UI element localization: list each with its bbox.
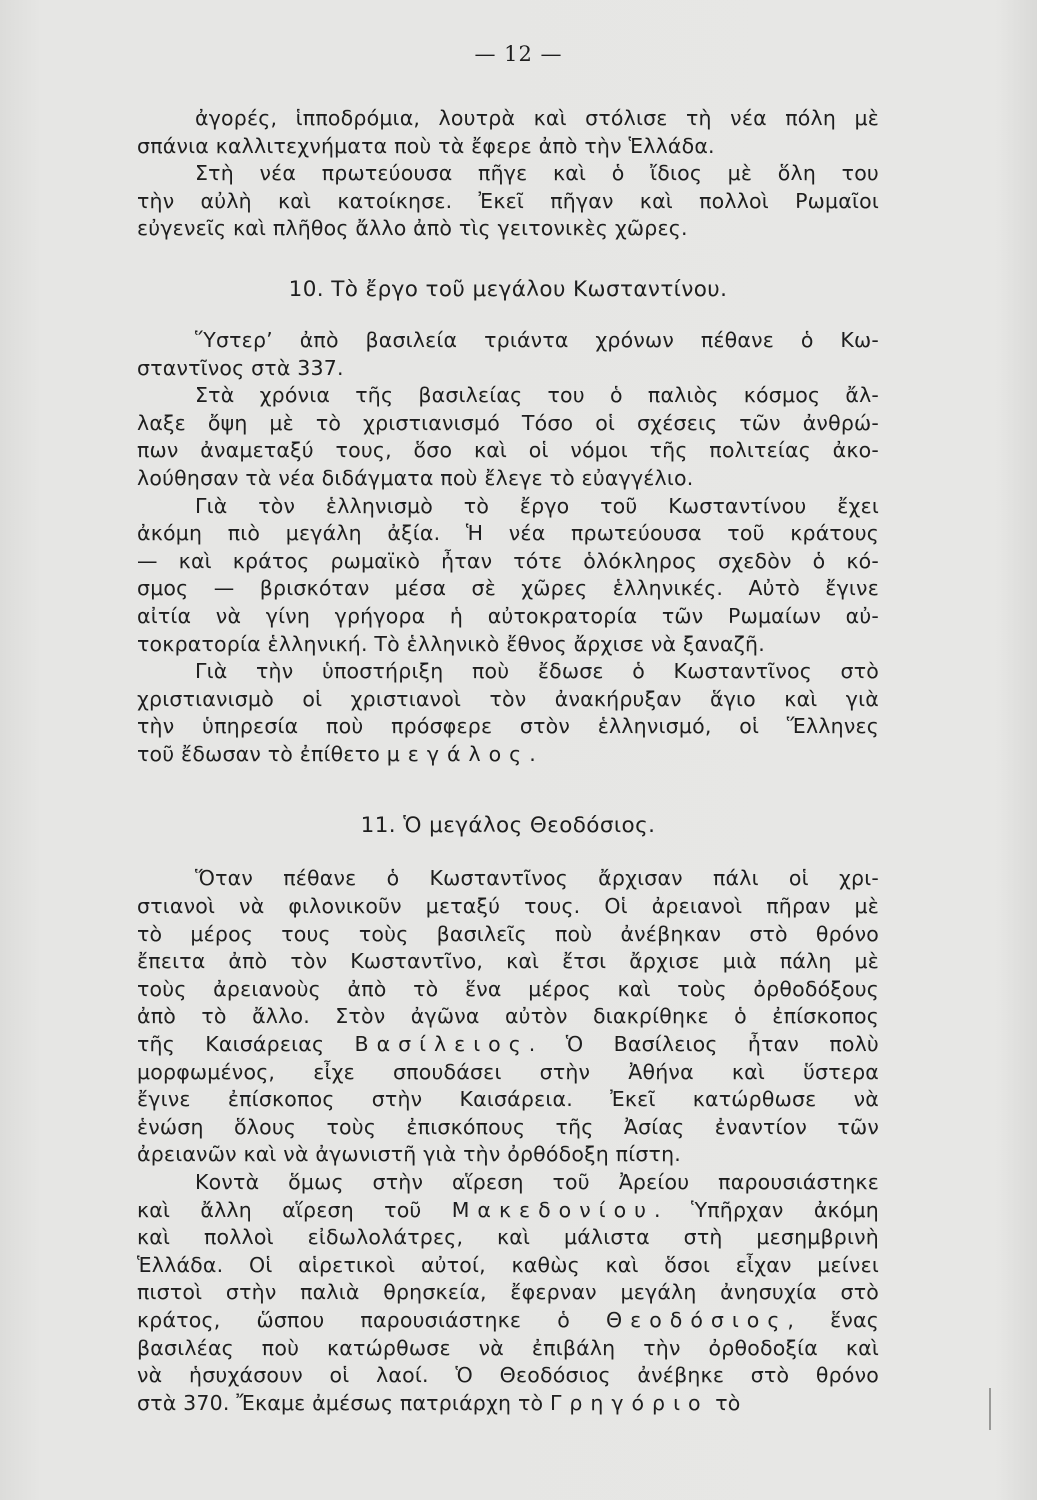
text-line: πιστοὶ στὴν παλιὰ θρησκεία, ἔφερναν μεγάλη ἀνησυχία στὸ — [137, 1280, 879, 1305]
text-line: σμος — βρισκόταν μέσα σὲ χῶρες ἑλληνικές. Αὐτὸ ἔγινε — [137, 576, 879, 601]
text-line: σπάνια καλλιτεχνήματα ποὺ τὰ ἔφερε ἀπὸ τὴν Ἑλλάδα. — [137, 133, 715, 158]
paragraph — [137, 493, 879, 659]
paragraph — [137, 160, 879, 243]
text-line: ἀπὸ τὸ ἄλλο. Στὸν ἀγῶνα αὐτὸν διακρίθηκε ὁ ἐπίσκοπος — [137, 1004, 879, 1029]
text-line: κράτος, ὥσπου παρουσιάστηκε ὁ Θεοδόσιος, ἕνας — [137, 1307, 879, 1332]
text-line: τοκρατορία ἑλληνική. Τὸ ἑλληνικὸ ἔθνος ἄρχισε νὰ ξαναζῆ. — [137, 631, 765, 656]
text-line: τὴν αὐλὴ καὶ κατοίκησε. Ἐκεῖ πῆγαν καὶ πολλοὶ Ρωμαῖοι — [137, 188, 879, 213]
text-line: αἰτία νὰ γίνη γρήγορα ἡ αὐτοκρατορία τῶν Ρωμαίων αὐ- — [137, 603, 879, 628]
text-line: πων ἀναμεταξύ τους, ὅσο καὶ οἱ νόμοι τῆς πολιτείας ἀκο- — [137, 438, 879, 463]
text-line: καὶ ἄλλη αἵρεση τοῦ Μακεδονίου. Ὑπῆρχαν ἀκόμη — [137, 1197, 879, 1222]
text-line: μορφωμένος, εἶχε σπουδάσει στὴν Ἀθήνα καὶ ὕστερα — [137, 1059, 879, 1084]
text-line: ἀρειανῶν καὶ νὰ ἀγωνιστῆ γιὰ τὴν ὀρθόδοξη πίστη. — [137, 1142, 682, 1167]
paragraph — [137, 382, 879, 492]
text-line: τοῦ ἔδωσαν τὸ ἐπίθετο μεγάλος. — [137, 741, 536, 766]
text-line: σταντῖνος στὰ 337. — [137, 355, 344, 380]
text-line: στὰ 370. Ἔκαμε ἀμέσως πατριάρχη τὸ Γρηγόριο τὸ — [137, 1390, 741, 1415]
text-line: τὸ μέρος τους τοὺς βασιλεῖς ποὺ ἀνέβηκαν στὸ θρόνο — [137, 921, 879, 946]
text-line: Στὴ νέα πρωτεύουσα πῆγε καὶ ὁ ἴδιος μὲ ὅλη του — [195, 161, 879, 186]
text-line: Ὕστερ’ ἀπὸ βασιλεία τριάντα χρόνων πέθανε ὁ Κω- — [195, 327, 879, 352]
text-line: τὴν ὑπηρεσία ποὺ πρόσφερε στὸν ἑλληνισμό, οἱ Ἕλληνες — [137, 714, 879, 739]
paragraph — [137, 105, 879, 160]
text-line: τῆς Καισάρειας Βασίλειος. Ὁ Βασίλειος ἦταν πολὺ — [137, 1032, 879, 1057]
text-line: ἔγινε ἐπίσκοπος στὴν Καισάρεια. Ἐκεῖ κατώρθωσε νὰ — [137, 1087, 879, 1112]
text-line: λαξε ὄψη μὲ τὸ χριστιανισμό Τόσο οἱ σχέσεις τῶν ἀνθρώ- — [137, 410, 879, 435]
paragraph — [137, 658, 879, 768]
paragraph — [137, 865, 879, 1169]
text-line: εὐγενεῖς καὶ πλῆθος ἄλλο ἀπὸ τὶς γειτονικὲς χῶρες. — [137, 216, 688, 241]
text-line: Κοντὰ ὅμως στὴν αἵρεση τοῦ Ἀρείου παρουσιάστηκε — [195, 1170, 879, 1194]
text-line: Γιὰ τὸν ἑλληνισμὸ τὸ ἔργο τοῦ Κωσταντίνου ἔχει — [195, 493, 879, 518]
paragraph — [137, 327, 879, 382]
section-heading: 11. Ὁ μεγάλος Θεοδόσιος. — [360, 813, 656, 839]
text-line: λούθησαν τὰ νέα διδάγματα ποὺ ἔλεγε τὸ εὐαγγέλιο. — [137, 465, 694, 490]
text-line: Ἑλλάδα. Οἱ αἱρετικοὶ αὐτοί, καθὼς καὶ ὅσοι εἶχαν μείνει — [137, 1252, 879, 1277]
page-body — [137, 105, 879, 1417]
text-line: στιανοὶ νὰ φιλονικοῦν μεταξύ τους. Οἱ ἀρειανοὶ πῆραν μὲ — [137, 894, 879, 919]
text-line: ἀγορές, ἱπποδρόμια, λουτρὰ καὶ στόλισε τὴ νέα πόλη μὲ — [195, 106, 879, 130]
section-heading: 10. Τὸ ἔργο τοῦ μεγάλου Κωσταντίνου. — [288, 276, 728, 302]
paragraph — [137, 1169, 879, 1417]
text-line: Γιὰ τὴν ὑποστήριξη ποὺ ἔδωσε ὁ Κωσταντῖνος στὸ — [195, 659, 879, 684]
text-line: ἔπειτα ἀπὸ τὸν Κωσταντῖνο, καὶ ἔτσι ἄρχισε μιὰ πάλη μὲ — [137, 949, 879, 974]
text-line: ἑνώση ὅλους τοὺς ἐπισκόπους τῆς Ἀσίας ἐναντίον τῶν — [137, 1114, 879, 1139]
text-line: ἀκόμη πιὸ μεγάλη ἀξία. Ἡ νέα πρωτεύουσα τοῦ κράτους — [137, 521, 879, 546]
text-line: τοὺς ἀρειανοὺς ἀπὸ τὸ ἕνα μέρος καὶ τοὺς ὀρθοδόξους — [137, 976, 879, 1001]
text-line: χριστιανισμὸ οἱ χριστιανοὶ τὸν ἀνακήρυξαν ἅγιο καὶ γιὰ — [137, 686, 879, 711]
text-line: — καὶ κράτος ρωμαϊκὸ ἦταν τότε ὁλόκληρος σχεδὸν ὁ κό- — [137, 548, 879, 573]
text-line: Στὰ χρόνια τῆς βασιλείας του ὁ παλιὸς κόσμος ἄλ- — [195, 383, 879, 408]
text-line: βασιλέας ποὺ κατώρθωσε νὰ ἐπιβάλη τὴν ὀρθοδοξία καὶ — [137, 1335, 879, 1360]
text-line: νὰ ἡσυχάσουν οἱ λαοί. Ὁ Θεοδόσιος ἀνέβηκε στὸ θρόνο — [137, 1363, 879, 1388]
text-line: καὶ πολλοὶ εἰδωλολάτρες, καὶ μάλιστα στὴ μεσημβρινὴ — [137, 1225, 879, 1250]
text-line: Ὅταν πέθανε ὁ Κωσταντῖνος ἄρχισαν πάλι οἱ χρι- — [195, 866, 879, 891]
page-number: — 12 — — [474, 42, 563, 66]
scan-edge-mark — [989, 1388, 991, 1430]
